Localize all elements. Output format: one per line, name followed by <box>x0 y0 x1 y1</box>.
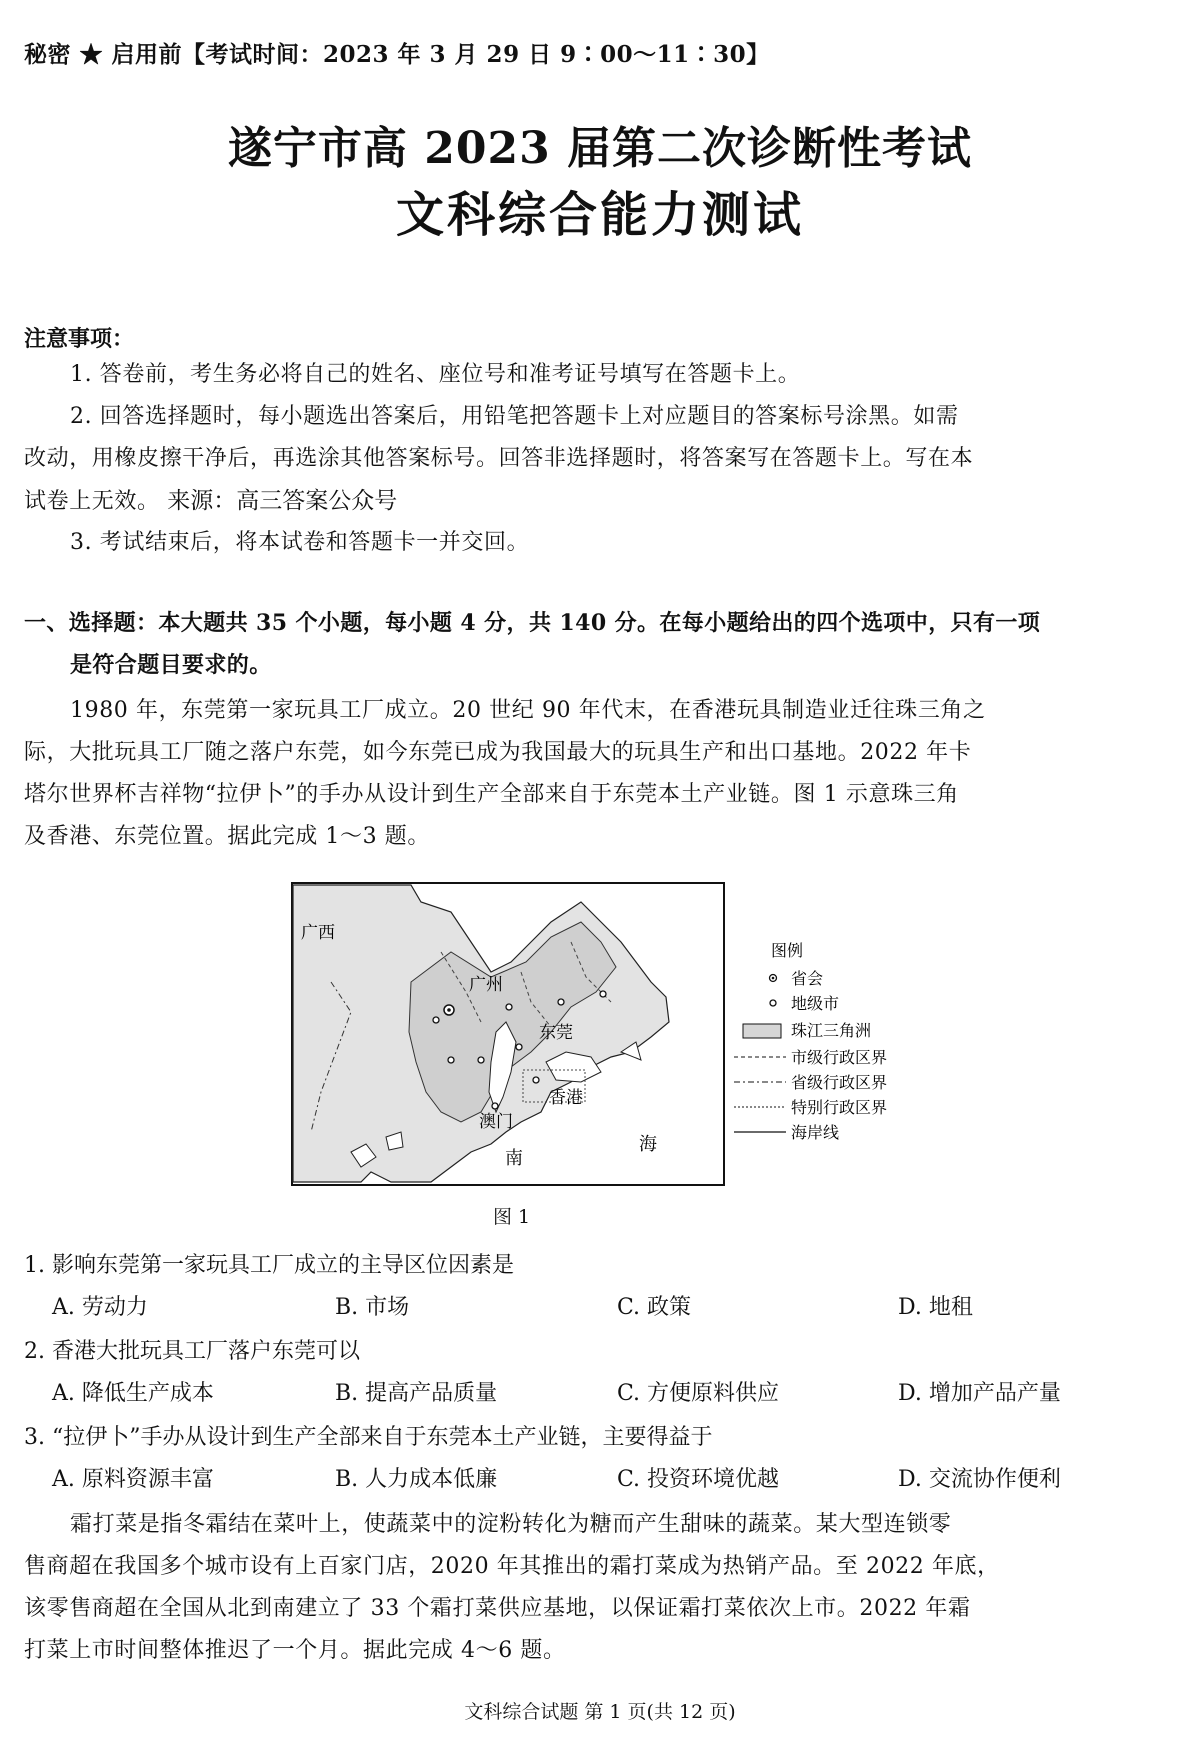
passage1-line4: 及香港、东莞位置。据此完成 1～3 题。 <box>24 824 430 849</box>
exam-header: 秘密 ★ 启用前【考试时间：2023 年 3 月 29 日 9∶00～11∶30】 <box>24 41 770 68</box>
legend-title: 图例 <box>771 941 804 960</box>
notice-item-3: 3. 考试结束后，将本试卷和答题卡一并交回。 <box>70 530 530 555</box>
legend-item-city-boundary: 市级行政区界 <box>791 1048 888 1067</box>
label-dongguan: 东莞 <box>539 1023 573 1043</box>
passage1-line2: 际，大批玩具工厂随之落户东莞，如今东莞已成为我国最大的玩具生产和出口基地。2022 年卡 <box>24 740 972 765</box>
label-nan: 南 <box>505 1148 523 1169</box>
passage2-line2: 售商超在我国多个城市设有上百家门店，2020 年其推出的霜打菜成为热销产品。至 2022 年底， <box>24 1554 1000 1579</box>
question-3-stem: 3. “拉伊卜”手办从设计到生产全部来自于东莞本土产业链，主要得益于 <box>24 1425 713 1450</box>
dongguan-marker <box>506 1004 512 1010</box>
question-2-stem: 2. 香港大批玩具工厂落户东莞可以 <box>24 1339 360 1364</box>
q3-option-a: A. 原料资源丰富 <box>52 1467 214 1492</box>
notice-item-2-tail: 试卷上无效。 <box>24 489 160 514</box>
label-hai: 海 <box>639 1134 657 1155</box>
q1-option-d: D. 地租 <box>898 1295 973 1320</box>
q2-option-a: A. 降低生产成本 <box>52 1381 214 1406</box>
q2-option-c: C. 方便原料供应 <box>617 1381 780 1406</box>
legend-item-province-boundary: 省级行政区界 <box>791 1073 888 1092</box>
label-guangxi: 广西 <box>301 923 335 943</box>
q1-option-a: A. 劳动力 <box>52 1295 148 1320</box>
q2-option-d: D. 增加产品产量 <box>898 1381 1061 1406</box>
legend-item-sar-boundary: 特别行政区界 <box>791 1098 888 1117</box>
notice-item-1: 1. 答卷前，考生务必将自己的姓名、座位号和准考证号填写在答题卡上。 <box>70 362 801 387</box>
page-footer: 文科综合试题 第 1 页(共 12 页) <box>464 1701 736 1723</box>
macau-marker <box>492 1103 498 1109</box>
legend-delta-symbol <box>743 1024 781 1038</box>
notice-item-2-line2: 改动，用橡皮擦干净后，再选涂其他答案标号。回答非选择题时，将答案写在答题卡上。写在本 <box>24 446 974 471</box>
passage2-line4: 打菜上市时间整体推迟了一个月。据此完成 4～6 题。 <box>24 1638 566 1663</box>
q3-option-d: D. 交流协作便利 <box>898 1467 1061 1492</box>
passage1-line3: 塔尔世界杯吉祥物“拉伊卜”的手办从设计到生产全部来自于东莞本土产业链。图 1 示意珠三角 <box>24 782 959 807</box>
passage2-line1: 霜打菜是指冬霜结在菜叶上，使蔬菜中的淀粉转化为糖而产生甜味的蔬菜。某大型连锁零 <box>70 1512 952 1537</box>
q2-option-b: B. 提高产品质量 <box>335 1381 498 1406</box>
question-3-options <box>0 1462 1200 1496</box>
legend-item-delta: 珠江三角洲 <box>791 1021 872 1040</box>
label-guangzhou: 广州 <box>469 975 503 995</box>
section-heading <box>24 602 1176 686</box>
q3-option-b: B. 人力成本低廉 <box>335 1467 498 1492</box>
question-2-options <box>0 1376 1200 1410</box>
section-heading-line1: 一、选择题：本大题共 35 个小题，每小题 4 分，共 140 分。在每小题给出的四个选项中，只有一项 <box>24 610 1041 636</box>
passage1-line1: 1980 年，东莞第一家玩具工厂成立。20 世纪 90 年代末，在香港玩具制造业迁往珠三角之 <box>70 698 986 723</box>
notice-item-2-line3 <box>24 480 1176 523</box>
exam-subtitle: 文科综合能力测试 <box>395 187 804 243</box>
passage2-line3: 该零售商超在全国从北到南建立了 33 个霜打菜供应基地，以保证霜打菜依次上市。2022 年霜 <box>24 1596 971 1621</box>
legend-city-symbol <box>770 1000 776 1006</box>
question-1-stem: 1. 影响东莞第一家玩具工厂成立的主导区位因素是 <box>24 1253 514 1278</box>
notice-item-2-line1: 2. 回答选择题时，每小题选出答案后，用铅笔把答题卡上对应题目的答案标号涂黑。如需 <box>70 404 959 429</box>
pearl-river-delta-map <box>291 882 921 1192</box>
section-heading-line2: 是符合题目要求的。 <box>70 652 272 678</box>
source-note: 来源：高三答案公众号 <box>167 488 398 514</box>
question-1-options <box>0 1290 1200 1324</box>
legend-item-coastline: 海岸线 <box>791 1123 840 1142</box>
legend-item-capital: 省会 <box>791 969 824 988</box>
exam-title: 遂宁市高 2023 届第二次诊断性考试 <box>227 123 973 174</box>
q1-option-b: B. 市场 <box>335 1295 410 1320</box>
legend-item-city: 地级市 <box>791 994 840 1013</box>
label-hongkong: 香港 <box>549 1088 583 1108</box>
notice-heading: 注意事项： <box>24 326 135 352</box>
q3-option-c: C. 投资环境优越 <box>617 1467 780 1492</box>
q1-option-c: C. 政策 <box>617 1295 692 1320</box>
label-macau: 澳门 <box>479 1112 513 1132</box>
figure-caption: 图 1 <box>493 1206 531 1228</box>
